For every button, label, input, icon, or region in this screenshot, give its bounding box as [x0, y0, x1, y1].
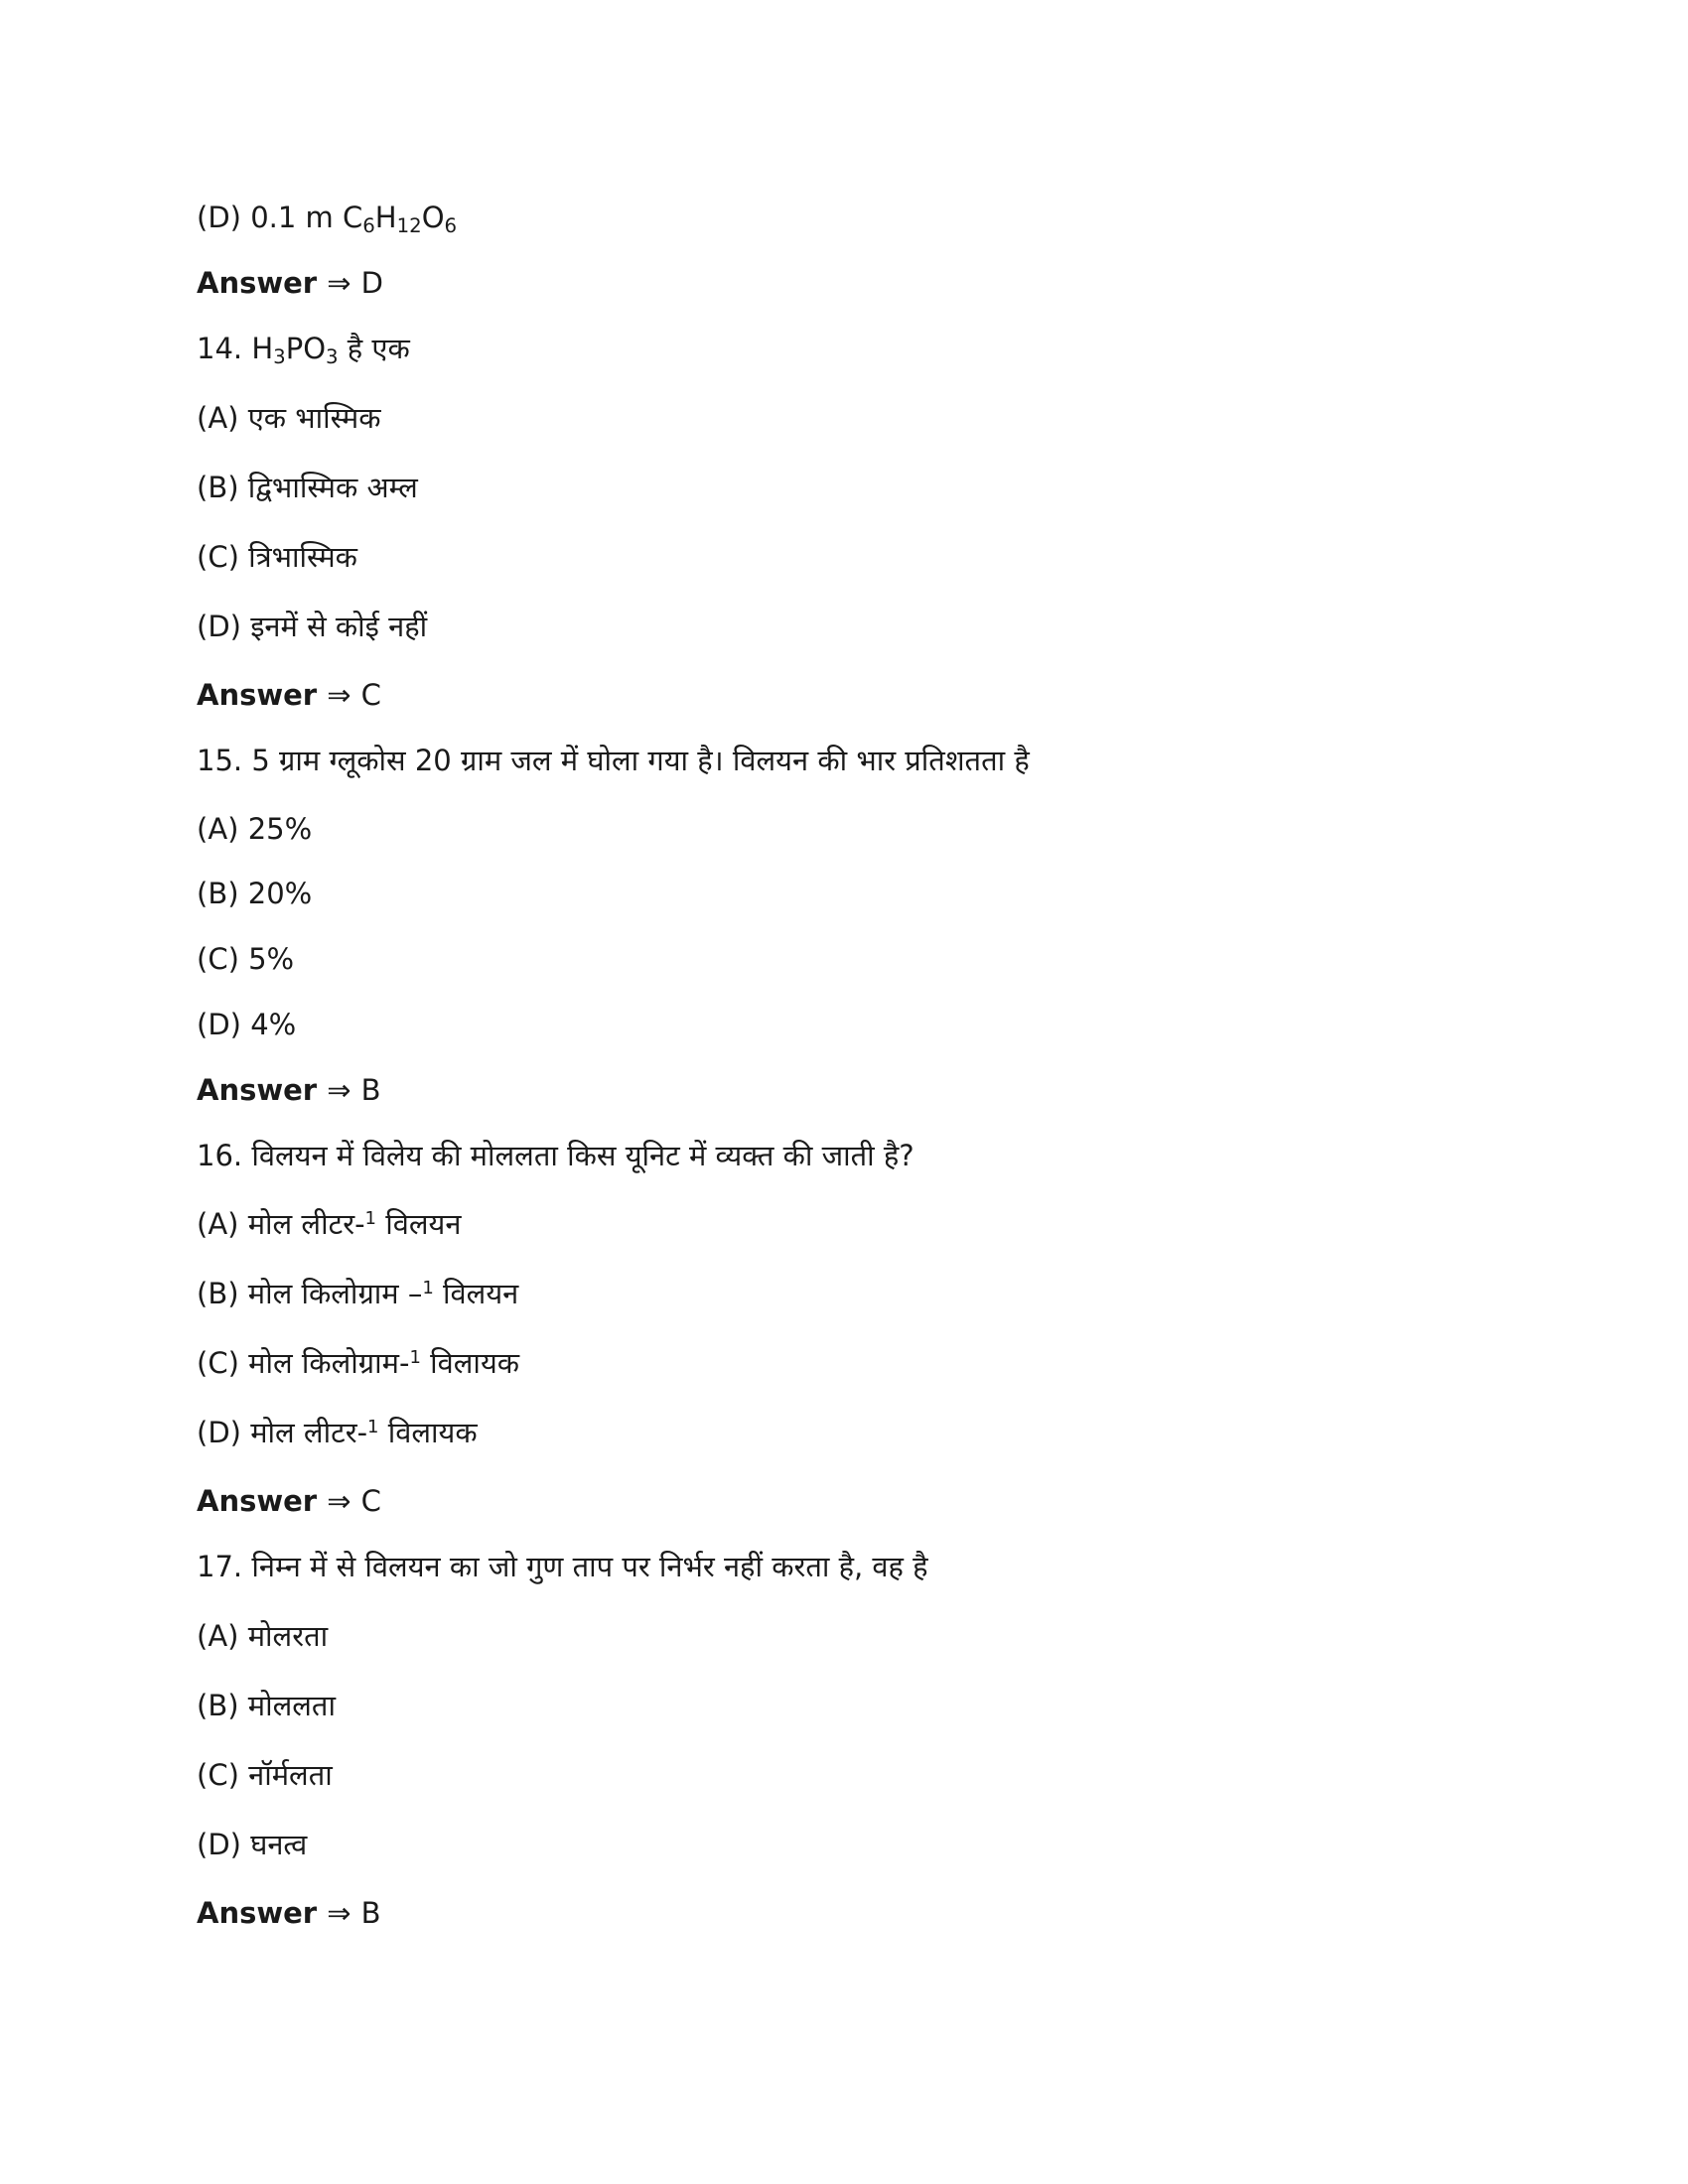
q13-answer — [197, 263, 383, 303]
option-text: विलयन — [375, 1207, 462, 1241]
question-number: 17. — [197, 1550, 243, 1583]
option-label: (D) — [197, 610, 241, 643]
answer-label: Answer — [197, 266, 318, 300]
question-text: PO — [285, 332, 327, 365]
option-label: (C) — [197, 540, 239, 574]
q17-option-a — [197, 1616, 328, 1656]
option-label: (A) — [197, 1207, 239, 1241]
option-label: (C) — [197, 1346, 239, 1380]
option-text: 4% — [250, 1008, 297, 1041]
q15-answer — [197, 1070, 381, 1110]
question-text: है एक — [338, 332, 410, 365]
q15-option-b — [197, 874, 312, 913]
q17-answer — [197, 1893, 381, 1933]
q15-option-d — [197, 1005, 296, 1044]
arrow-icon: ⇒ — [327, 1484, 352, 1518]
option-text: मोल लीटर- — [250, 1416, 368, 1449]
question-number: 14. — [197, 332, 243, 365]
answer-label: Answer — [197, 1896, 318, 1930]
question-text: 5 ग्राम ग्लूकोस 20 ग्राम जल में घोला गया है। विलयन की भार प्रतिशतता है — [251, 744, 1030, 777]
question-number: 16. — [197, 1139, 243, 1172]
q14-option-d — [197, 607, 427, 646]
q17-question — [197, 1547, 928, 1586]
q14-question — [197, 329, 410, 368]
option-text: त्रिभास्मिक — [248, 540, 357, 574]
arrow-icon: ⇒ — [327, 1073, 352, 1107]
subscript: 12 — [396, 213, 422, 237]
option-text: विलायक — [420, 1346, 520, 1380]
question-number: 15. — [197, 744, 243, 777]
q15-question — [197, 741, 1030, 780]
option-label: (D) — [197, 1828, 241, 1861]
option-text: 25% — [247, 812, 313, 846]
q16-option-d — [197, 1413, 478, 1452]
option-text: मोल किलोग्राम – — [247, 1277, 423, 1310]
answer-value: D — [360, 266, 383, 300]
q14-option-a — [197, 398, 381, 438]
q16-option-a — [197, 1204, 461, 1244]
option-label: (B) — [197, 1689, 239, 1722]
question-text: निम्न में से विलयन का जो गुण ताप पर निर्भर नहीं करता है, वह है — [251, 1550, 928, 1583]
option-label: (D) — [197, 201, 241, 234]
subscript: 6 — [362, 213, 375, 237]
answer-value: B — [360, 1073, 381, 1107]
answer-value: C — [360, 1484, 381, 1518]
answer-value: B — [360, 1896, 381, 1930]
q15-option-a — [197, 809, 312, 849]
option-text: एक भास्मिक — [247, 401, 381, 435]
q16-option-b — [197, 1274, 518, 1313]
option-label: (B) — [197, 877, 239, 910]
q17-option-b — [197, 1686, 336, 1725]
arrow-icon: ⇒ — [327, 1896, 352, 1930]
option-text: इनमें से कोई नहीं — [250, 610, 428, 643]
option-text: मोललता — [247, 1689, 336, 1722]
option-label: (C) — [197, 1758, 239, 1792]
option-text: 20% — [247, 877, 313, 910]
option-label: (B) — [197, 1277, 239, 1310]
question-text: विलयन में विलेय की मोललता किस यूनिट में व्यक्त की जाती है? — [251, 1139, 914, 1172]
option-label: (D) — [197, 1416, 241, 1449]
q17-option-c — [197, 1755, 333, 1795]
option-label: (B) — [197, 471, 239, 504]
q16-option-c — [197, 1343, 519, 1383]
subscript: 3 — [326, 344, 339, 368]
option-text: मोल किलोग्राम- — [248, 1346, 410, 1380]
subscript: 6 — [444, 213, 458, 237]
q14-answer — [197, 675, 381, 715]
q14-option-c — [197, 537, 357, 577]
arrow-icon: ⇒ — [327, 678, 352, 712]
question-text: H — [251, 332, 274, 365]
q14-option-b — [197, 468, 418, 507]
answer-label: Answer — [197, 678, 318, 712]
q16-answer — [197, 1481, 381, 1521]
option-text: द्विभास्मिक अम्ल — [247, 471, 418, 504]
superscript: 1 — [364, 1208, 376, 1230]
option-text: मोलरता — [247, 1619, 329, 1653]
option-text: 5% — [248, 942, 295, 976]
option-label: (D) — [197, 1008, 241, 1041]
answer-value: C — [360, 678, 381, 712]
q17-option-d — [197, 1825, 307, 1864]
q13-option-d — [197, 198, 457, 237]
superscript: 1 — [367, 1417, 379, 1438]
option-label: (A) — [197, 1619, 239, 1653]
option-text: H — [374, 201, 397, 234]
option-text: घनत्व — [250, 1828, 308, 1861]
answer-label: Answer — [197, 1484, 318, 1518]
option-text: O — [421, 201, 445, 234]
subscript: 3 — [273, 344, 286, 368]
option-label: (A) — [197, 401, 239, 435]
option-text: मोल लीटर- — [247, 1207, 365, 1241]
option-label: (A) — [197, 812, 239, 846]
arrow-icon: ⇒ — [327, 266, 352, 300]
answer-label: Answer — [197, 1073, 318, 1107]
option-text: नॉर्मलता — [248, 1758, 333, 1792]
option-label: (C) — [197, 942, 239, 976]
q15-option-c — [197, 939, 294, 979]
option-text: विलायक — [378, 1416, 478, 1449]
option-text: विलयन — [433, 1277, 519, 1310]
superscript: 1 — [422, 1278, 434, 1299]
superscript: 1 — [409, 1347, 421, 1369]
option-text: 0.1 m C — [250, 201, 363, 234]
q16-question — [197, 1136, 914, 1175]
